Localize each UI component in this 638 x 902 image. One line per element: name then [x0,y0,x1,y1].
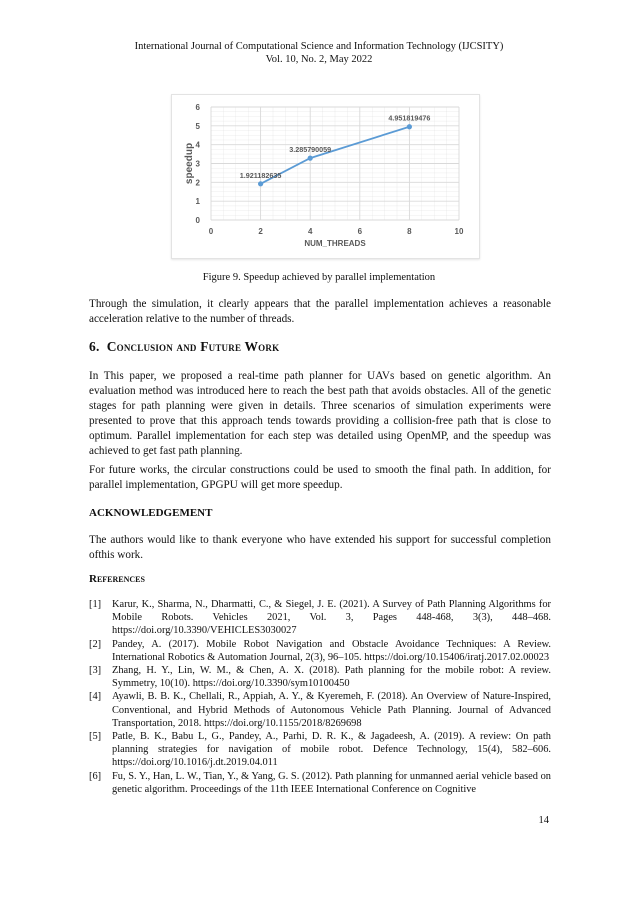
reference-number: [1] [89,599,102,610]
section-heading-conclusion [89,339,279,355]
reference-text: Patle, B. K., Babu L, G., Pandey, A., Parhi, D. R. K., & Jagadeesh, A. (2019). A review: On path planning strategies for navigation of mobile robot. Defence Technology, 15(4), 582–606. https://doi.org/10.1016/j.dt.2019.04.011 [112,731,551,769]
x-tick-label: 8 [407,227,412,236]
y-tick-label: 0 [195,216,200,225]
reference-number: [3] [89,665,102,677]
journal-issue: Vol. 10, No. 2, May 2022 [265,54,373,65]
paragraph-future-work: For future works, the circular constructions could be used to smooth the final path. In addition, for parallel implementation, GPGPU will get more speedup. [89,464,551,491]
journal-name: International Journal of Computational Science and Information Technology (IJCSITY) [134,41,504,52]
x-axis-title: NUM_THREADS [304,239,366,248]
x-tick-label: 6 [357,227,363,236]
data-label: 3.285790059 [289,145,332,155]
x-tick-label: 0 [208,227,214,236]
running-head [0,40,638,66]
paragraph-acknowledgement: The authors would like to thank everyone who have extended his support for successful completion ofthis work. [89,534,551,561]
reference-item [89,664,551,690]
data-point [407,124,412,129]
y-tick-label: 5 [195,121,200,131]
reference-text: Zhang, H. Y., Lin, W. M., & Chen, A. X. (2018). Path planning for the mobile robot: A review. Symmetry, 10(10). https://doi.org/10.3390/sym10100450 [112,665,551,690]
data-point [258,181,263,186]
y-axis-title: speedup [184,142,195,185]
references-heading: References [89,573,145,585]
reference-number: [4] [89,691,102,703]
paragraph-conclusion: In This paper, we proposed a real-time path planner for UAVs based on genetic algorithm. An evaluation method was introduced here to reach the best path that avoids obstacles. All of the genetic stages for path planning were given in details. Three scenarios of simulation experiments were presented to prove that this approach tends towards providing a collision-free path that is close to optimum. Parallel implementation for each step was detailed using OpenMP, and the speedup was achieved to get fast path planning. [89,370,551,457]
y-tick-label: 2 [195,178,200,188]
figure-caption: Figure 9. Speedup achieved by parallel implementation [202,272,436,283]
reference-text: Ayawli, B. B. K., Chellali, R., Appiah, A. Y., & Kyeremeh, F. (2018). An Overview of Nature-Inspired, Conventional, and Hybrid Methods of Autonomous Vehicle Path Planning. Journal of Advanced Transportation, 2018. https://doi.org/10.1155/2018/8269698 [112,691,551,729]
reference-list [89,598,551,796]
speedup-chart-svg [172,95,479,258]
x-tick-label: 2 [258,227,263,236]
section-title: Conclusion and Future Work [106,339,280,354]
y-tick-label: 3 [195,159,200,169]
data-point [308,156,313,161]
reference-item [89,638,551,664]
acknowledgement-heading: ACKNOWLEDGEMENT [89,507,213,519]
reference-text: Fu, S. Y., Han, L. W., Tian, Y., & Yang, G. S. (2012). Path planning for unmanned aerial vehicle based on genetic algorithm. Proceedings of the 11th IEEE International Conference on Cognitive [112,770,551,795]
section-number: 6. [89,339,100,354]
y-tick-label: 6 [195,103,200,112]
reference-text: Pandey, A. (2017). Mobile Robot Navigation and Obstacle Avoidance Techniques: A Review. International Robotics & Automation Journal, 2(3), 96–105. https://doi.org/10.15406/iratj.2017.02.00023 [112,638,551,663]
x-tick-label: 4 [307,227,313,236]
data-label: 1.921182635 [239,170,282,180]
reference-number: [5] [89,731,102,743]
reference-text: Karur, K., Sharma, N., Dharmatti, C., & Siegel, J. E. (2021). A Survey of Path Planning Algorithms for Mobile Robots. Vehicles 2021, Vol. 3, Pages 448-468, 3(3), 448–468. https://doi.org/10.3390/VEHICLES3030027 [112,599,551,637]
reference-item [89,598,551,638]
y-tick-label: 1 [195,197,200,207]
reference-number: [6] [89,770,102,782]
y-tick-label: 4 [195,140,200,150]
data-label: 4.951819476 [388,113,431,123]
speedup-chart [171,94,480,259]
reference-item [89,730,551,770]
reference-item [89,690,551,730]
paragraph-simulation: Through the simulation, it clearly appears that the parallel implementation achieves a reasonable acceleration relative to the number of threads. [89,298,551,325]
page-number: 14 [538,815,549,826]
reference-number: [2] [89,638,102,650]
reference-item [89,770,551,796]
x-tick-label: 10 [454,227,464,236]
